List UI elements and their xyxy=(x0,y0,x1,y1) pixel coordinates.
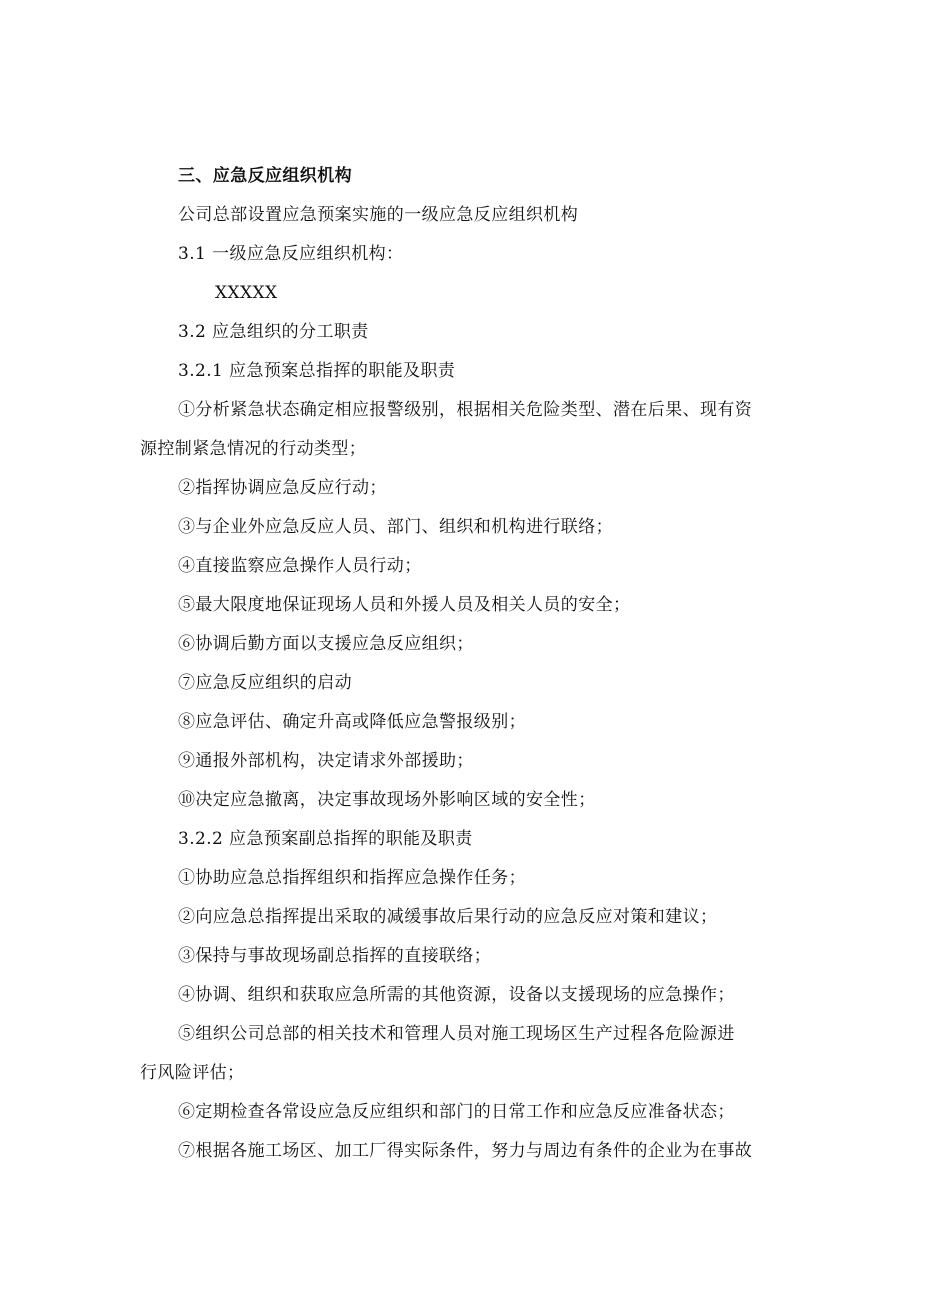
deputy-duty-5-line1: ⑤组织公司总部的相关技术和管理人员对施工现场区生产过程各危险源进 xyxy=(178,1024,735,1044)
commander-duty-5: ⑤最大限度地保证现场人员和外援人员及相关人员的安全； xyxy=(178,595,631,615)
org-placeholder: XXXXX xyxy=(215,283,278,303)
commander-duty-2: ②指挥协调应急反应行动； xyxy=(178,478,387,498)
commander-duty-6: ⑥协调后勤方面以支援应急反应组织； xyxy=(178,634,474,654)
deputy-duty-5-line2: 行风险评估； xyxy=(140,1063,245,1083)
intro-paragraph: 公司总部设置应急预案实施的一级应急反应组织机构 xyxy=(178,205,579,225)
commander-duty-3: ③与企业外应急反应人员、部门、组织和机构进行联络； xyxy=(178,517,613,537)
section-heading: 三、应急反应组织机构 xyxy=(178,166,352,186)
commander-duty-1-line2: 源控制紧急情况的行动类型； xyxy=(140,439,367,459)
deputy-duty-4: ④协调、组织和获取应急所需的其他资源，设备以支援现场的应急操作； xyxy=(178,985,735,1005)
commander-duty-9: ⑨通报外部机构，决定请求外部援助； xyxy=(178,751,474,771)
deputy-duty-3: ③保持与事故现场副总指挥的直接联络； xyxy=(178,946,492,966)
deputy-duty-2: ②向应急总指挥提出采取的减缓事故后果行动的应急反应对策和建议； xyxy=(178,907,718,927)
deputy-duty-1: ①协助应急总指挥组织和指挥应急操作任务； xyxy=(178,868,526,888)
subsection-3-2-title: 3.2 应急组织的分工职责 xyxy=(178,322,369,342)
commander-duty-1-line1: ①分析紧急状态确定相应报警级别，根据相关危险类型、潜在后果、现有资 xyxy=(178,400,753,420)
commander-duty-8: ⑧应急评估、确定升高或降低应急警报级别； xyxy=(178,712,526,732)
commander-duty-7: ⑦应急反应组织的启动 xyxy=(178,673,352,693)
deputy-duty-6: ⑥定期检查各常设应急反应组织和部门的日常工作和应急反应准备状态； xyxy=(178,1102,735,1122)
commander-duty-10: ⑩决定应急撤离，决定事故现场外影响区域的安全性； xyxy=(178,790,596,810)
subsection-3-2-1-title: 3.2.1 应急预案总指挥的职能及职责 xyxy=(178,361,456,381)
commander-duty-4: ④直接监察应急操作人员行动； xyxy=(178,556,422,576)
subsection-3-2-2-title: 3.2.2 应急预案副总指挥的职能及职责 xyxy=(178,829,473,849)
deputy-duty-7: ⑦根据各施工场区、加工厂得实际条件，努力与周边有条件的企业为在事故 xyxy=(178,1141,753,1161)
subsection-3-1-title: 3.1 一级应急反应组织机构： xyxy=(178,244,404,264)
